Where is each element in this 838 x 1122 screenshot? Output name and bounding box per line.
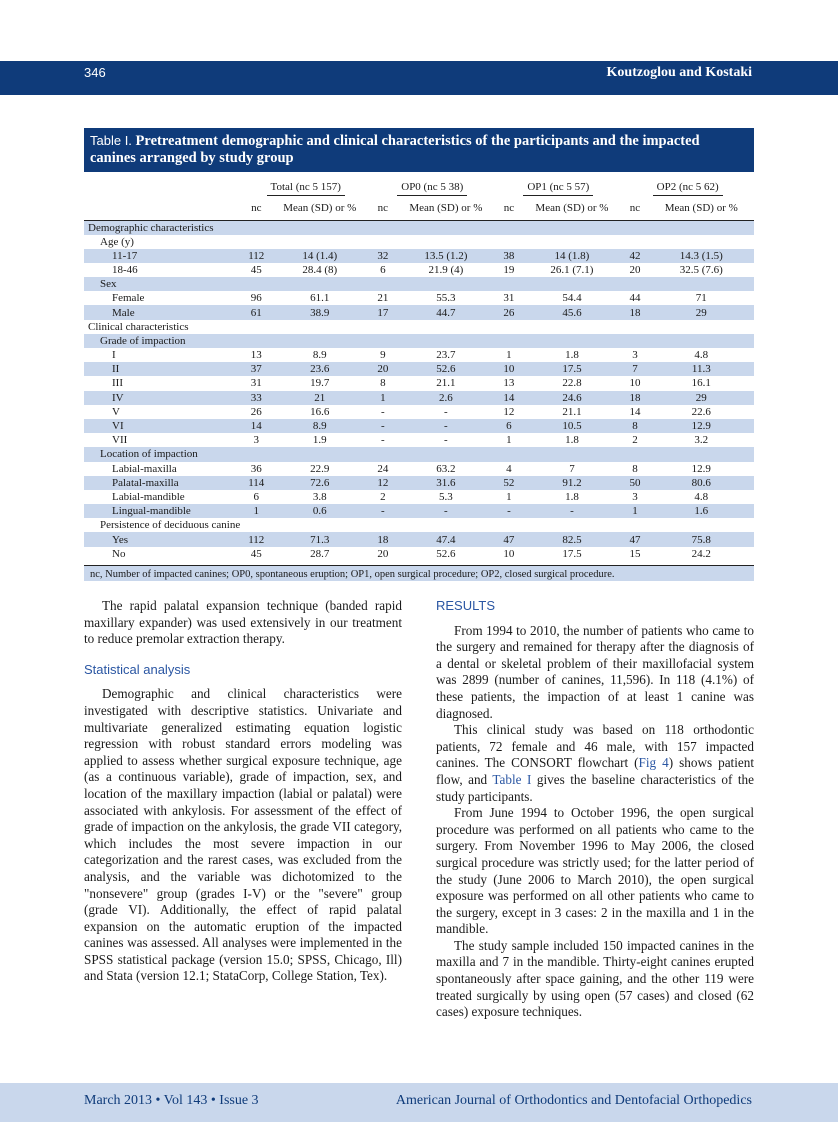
row-label: Age (y) [100, 235, 134, 248]
table-row [84, 462, 754, 476]
table-cell: 7 [621, 362, 648, 376]
table-footnote: nc, Number of impacted canines; OP0, spontaneous eruption; OP1, open surgical procedure; OP2, closed surgical procedure. [84, 565, 754, 581]
table-caption: Pretreatment demographic and clinical characteristics of the participants and the impacted canines arranged by study group [90, 133, 700, 166]
table-cell [270, 235, 369, 249]
table-cell: 10 [495, 362, 522, 376]
table-cell: 54.4 [562, 292, 582, 305]
row-label: Grade of impaction [84, 334, 242, 348]
table-cell: 2 [380, 490, 386, 503]
table-cell: 55.3 [436, 292, 456, 305]
table-cell: 1.9 [312, 434, 327, 447]
table-cell: 12.9 [649, 419, 754, 433]
row-label: VII [112, 434, 128, 447]
table-cell: 45.6 [522, 305, 621, 319]
table-cell: 6 [495, 419, 522, 433]
table-cell: 112 [242, 249, 270, 263]
table-cell [369, 320, 396, 334]
table-row [84, 263, 754, 277]
table-cell: 22.6 [691, 405, 711, 418]
table-cell: 21.9 (4) [428, 263, 464, 276]
table-cell [242, 447, 270, 461]
table-cell: 22.9 [310, 462, 330, 475]
table-cell [649, 320, 754, 334]
table-cell: 52.6 [396, 362, 495, 376]
table-cell: 29 [649, 305, 754, 319]
table-cell: 44 [629, 292, 641, 305]
table-cell: 10.5 [522, 419, 621, 433]
table-cell: 16.1 [691, 377, 711, 390]
table-cell [495, 235, 522, 249]
table-cell: 7 [569, 462, 575, 475]
group-header: Total (nc 5 157) [267, 180, 345, 196]
table-cell: 8.9 [312, 349, 327, 362]
table-cell: 1.6 [649, 504, 754, 518]
table-cell: 21 [270, 391, 369, 405]
group-header: OP1 (nc 5 57) [523, 180, 593, 196]
row-label: Palatal-maxilla [84, 476, 242, 490]
table-cell: 3 [253, 434, 260, 447]
col-header-nc: nc [621, 196, 648, 220]
table-cell: - [396, 504, 495, 518]
table-cell: 12.9 [691, 462, 711, 475]
table-cell: 32 [369, 249, 396, 263]
table-cell [522, 320, 621, 334]
table-cell [649, 518, 754, 532]
results-paragraph-2: This clinical study was based on 118 orthodontic patients, 72 female and 46 male, with 157 impacted canines. The CONSORT flowchart (Fig 4) shows patient flow, and Table I gives the baseline characteristics of the study participants. [436, 722, 754, 804]
table-cell [396, 447, 495, 461]
table-row [84, 476, 754, 490]
running-header [0, 61, 838, 95]
table-cell: 20 [377, 547, 389, 560]
table-cell: 5.3 [438, 490, 453, 503]
table-cell: 28.4 (8) [302, 263, 338, 276]
table-cell: 14 (1.8) [522, 249, 621, 263]
row-label: 11-17 [84, 249, 242, 263]
fig-4-link[interactable]: Fig 4 [638, 755, 669, 771]
table-cell: 42 [621, 249, 648, 263]
row-label: Female [112, 292, 145, 305]
table-cell [270, 334, 369, 348]
section-heading-results: RESULTS [436, 598, 495, 613]
row-label: Male [84, 305, 242, 319]
results-paragraph-1: From 1994 to 2010, the number of patients who came to the surgery and remained for therapy after the diagnosis of a dental or skeletal problem of their maxillofacial system was 2899 (number of canines, 11,596). In 118 (4.1%) of these patients, the impaction of at least 1 canine was diagnosed. [436, 622, 754, 721]
table-label: Table I. [90, 133, 132, 148]
table-cell: 47.4 [396, 532, 495, 546]
table-cell: 17.5 [522, 362, 621, 376]
row-label: IV [84, 391, 242, 405]
table-cell [396, 518, 495, 532]
table-cell: 28.7 [310, 547, 330, 560]
table-cell: 50 [621, 476, 648, 490]
table-cell: 18 [621, 305, 648, 319]
table-cell: 8.9 [270, 419, 369, 433]
table-cell: 13.5 (1.2) [396, 249, 495, 263]
table-cell: 71 [695, 292, 707, 305]
table-cell: 1 [506, 434, 512, 447]
row-label: Yes [84, 532, 242, 546]
table-1-link[interactable]: Table I [492, 771, 532, 787]
table-cell: 24.6 [522, 391, 621, 405]
table-cell: 2.6 [396, 391, 495, 405]
row-label: Persistence of deciduous canine [100, 519, 241, 532]
table-cell [396, 334, 495, 348]
table-cell [369, 277, 396, 291]
table-cell [495, 334, 522, 348]
table-row [84, 277, 754, 291]
table-cell [396, 277, 495, 291]
table-cell: 91.2 [522, 476, 621, 490]
table-row [84, 391, 754, 405]
right-column [436, 598, 754, 1021]
col-header-nc: nc [242, 196, 270, 220]
table-cell: 72.6 [270, 476, 369, 490]
table-cell: - [522, 504, 621, 518]
table-cell [369, 518, 396, 532]
row-label: Labial-mandible [112, 490, 185, 503]
table-cell [242, 277, 270, 291]
table-cell [621, 277, 648, 291]
table-cell: 112 [242, 532, 270, 546]
table-cell: 10 [629, 377, 641, 390]
row-label: 18-46 [112, 263, 138, 276]
table-cell: 21.1 [562, 405, 582, 418]
table-row [84, 490, 754, 504]
table-cell: 14.3 (1.5) [649, 249, 754, 263]
table-cell: 32.5 (7.6) [679, 263, 723, 276]
row-label: Location of impaction [84, 447, 242, 461]
row-label: No [112, 547, 126, 560]
table-cell: 3 [632, 349, 638, 362]
table-cell: 3.8 [312, 490, 327, 503]
table-cell [621, 235, 648, 249]
table-cell: 21 [377, 292, 389, 305]
table-cell: 38.9 [270, 305, 369, 319]
table-cell: 14 [242, 419, 270, 433]
table-cell [242, 220, 270, 235]
group-header: OP2 (nc 5 62) [653, 180, 723, 196]
group-header-row [84, 176, 754, 196]
intro-paragraph: The rapid palatal expansion technique (banded rapid maxillary expander) was used extensively in our treatment to reduce premolar extraction therapy. [84, 598, 402, 647]
col-header-mean: Mean (SD) or % [396, 196, 495, 220]
table-row [84, 320, 754, 334]
table-cell [621, 334, 648, 348]
table-cell [396, 320, 495, 334]
table-body [84, 220, 754, 561]
table-cell: - [380, 434, 385, 447]
table-cell [396, 220, 495, 235]
table-cell: 3 [632, 490, 638, 503]
table-title [84, 128, 754, 172]
journal-name: American Journal of Orthodontics and Dentofacial Orthopedics [395, 1093, 752, 1108]
table-cell: 18 [369, 532, 396, 546]
table-cell [495, 518, 522, 532]
table-cell: 26 [495, 305, 522, 319]
row-label: Sex [84, 277, 242, 291]
table-row [84, 405, 754, 419]
table-cell [649, 235, 754, 249]
table-cell: 4.8 [694, 490, 709, 503]
table-cell: 96 [250, 292, 262, 305]
table-cell: - [444, 405, 448, 418]
section-heading-statistical-analysis: Statistical analysis [84, 661, 191, 677]
row-label: II [84, 362, 242, 376]
table-row [84, 419, 754, 433]
col-header-nc: nc [369, 196, 396, 220]
col-header-mean: Mean (SD) or % [649, 196, 754, 220]
table-cell: 0.6 [270, 504, 369, 518]
table-cell: 2 [632, 434, 638, 447]
table-row [84, 291, 754, 305]
table-cell: 23.6 [270, 362, 369, 376]
table-row [84, 376, 754, 390]
table-cell [242, 320, 270, 334]
table-cell: 1 [506, 490, 512, 503]
table-cell: 8 [632, 462, 638, 475]
table-cell: 11.3 [649, 362, 754, 376]
table-cell: 1 [369, 391, 396, 405]
table-cell [621, 320, 648, 334]
table-row [84, 532, 754, 546]
row-label: Lingual-mandible [84, 504, 242, 518]
table-cell: 61.1 [310, 292, 330, 305]
row-label: Clinical characteristics [88, 320, 189, 333]
table-cell: 61 [242, 305, 270, 319]
table-cell [522, 220, 621, 235]
group-header: OP0 (nc 5 38) [397, 180, 467, 196]
table-cell: 82.5 [522, 532, 621, 546]
table-cell: 9 [380, 349, 386, 362]
table-cell: 22.8 [562, 377, 582, 390]
table-cell: - [495, 504, 522, 518]
table-cell: 8 [621, 419, 648, 433]
table-cell: 80.6 [649, 476, 754, 490]
table-cell: 33 [242, 391, 270, 405]
left-column [84, 598, 402, 985]
table-cell: 45 [250, 263, 262, 276]
table-cell: 1 [242, 504, 270, 518]
results-paragraph-3: From June 1994 to October 1996, the open surgical procedure was performed on all patients who came to the surgery. From November 1996 to May 2006, the closed surgical procedure was strictly used; for the latter period of the study (June 2006 to March 2010), the open surgical exposure was performed on all other patients who came to the surgery, except in 3 cases: 2 in the maxilla and 1 in the mandible. [436, 805, 754, 937]
table-row [84, 249, 754, 263]
page-number: 346 [84, 65, 106, 80]
table-cell: 17 [369, 305, 396, 319]
table-cell: 4.8 [694, 349, 709, 362]
table-cell: - [396, 419, 495, 433]
col-header-mean: Mean (SD) or % [522, 196, 621, 220]
table-cell: 20 [629, 263, 641, 276]
table-cell [621, 220, 648, 235]
table-cell [621, 518, 648, 532]
table-cell: 24 [377, 462, 389, 475]
statistics-paragraph: Demographic and clinical characteristics were investigated with descriptive statistics. Univariate and multivariate generalized estimating equation logistic regression with robust standard errors modeling was applied to assess whether surgical exposure technique, age (as a continuous variable), grade of impaction, sex, and location of the maxillary impaction (labial or palatal) were associated with ankylosis. For assessment of the effect of grade of impaction on the ankylosis, the grade VII category, which includes the most severe impaction in our categorization and the rarest cases, was excluded from the analysis, and the variable was dichotomized to the "nonsevere" group (grades I-V) or the "severe" group (grade VI). Additionally, the effect of rapid palatal expansion on the automatic eruption of the impacted canines was assessed. All analyses were implemented in the SPSS statistical package (version 15.0; SPSS, Chicago, Ill) and Stata (version 12.1; StataCorp, College Station, Tex). [84, 686, 402, 984]
table-cell [649, 220, 754, 235]
table-cell [522, 277, 621, 291]
table-cell: 47 [495, 532, 522, 546]
table-cell [396, 235, 495, 249]
table-cell: 45 [250, 547, 262, 560]
running-authors: Koutzoglou and Kostaki [606, 65, 752, 80]
table-cell [649, 277, 754, 291]
table-cell: 31 [503, 292, 515, 305]
table-cell: 15 [629, 547, 641, 560]
table-row [84, 433, 754, 447]
table-cell [242, 334, 270, 348]
table-cell [649, 447, 754, 461]
table-cell: 63.2 [436, 462, 456, 475]
table-cell: 71.3 [270, 532, 369, 546]
table-cell: 44.7 [396, 305, 495, 319]
table-row [84, 220, 754, 235]
table-cell [369, 220, 396, 235]
row-label: V [112, 405, 120, 418]
issue-info: March 2013 • Vol 143 • Issue 3 [84, 1093, 259, 1108]
table-cell: 47 [621, 532, 648, 546]
table-cell [270, 220, 369, 235]
table-cell: 36 [250, 462, 262, 475]
table-cell: 26 [250, 405, 262, 418]
table-cell: 21.1 [436, 377, 456, 390]
row-label: III [112, 377, 123, 390]
table-cell: 16.6 [310, 405, 330, 418]
table-cell [242, 235, 270, 249]
table-cell: - [444, 434, 448, 447]
table-cell: 31.6 [396, 476, 495, 490]
table-cell: 1 [621, 504, 648, 518]
table-cell: 1 [506, 349, 512, 362]
table-cell: 1.8 [565, 434, 579, 447]
table-cell: 23.7 [436, 349, 456, 362]
table-cell: 12 [503, 405, 515, 418]
table-cell [495, 447, 522, 461]
data-table [84, 176, 754, 561]
table-cell: 26.1 (7.1) [550, 263, 594, 276]
table-cell [495, 320, 522, 334]
table-cell: 20 [369, 362, 396, 376]
table-cell: 14 [629, 405, 641, 418]
table-cell [522, 334, 621, 348]
table-cell: 4 [506, 462, 512, 475]
table-cell: 17.5 [562, 547, 582, 560]
table-cell: - [369, 419, 396, 433]
table-cell: 1.8 [565, 490, 579, 503]
table-cell [522, 447, 621, 461]
table-cell: 6 [253, 490, 260, 503]
table-1 [84, 128, 754, 583]
table-cell: 38 [495, 249, 522, 263]
table-row [84, 518, 754, 532]
col-header-nc: nc [495, 196, 522, 220]
table-cell [369, 235, 396, 249]
table-row [84, 305, 754, 319]
table-cell [270, 447, 369, 461]
table-cell: 1.8 [565, 349, 579, 362]
table-cell: 10 [503, 547, 515, 560]
table-cell: 75.8 [649, 532, 754, 546]
table-row [84, 334, 754, 348]
table-row [84, 447, 754, 461]
table-cell: 13 [250, 349, 262, 362]
sub-header-row [84, 196, 754, 220]
table-cell: 114 [242, 476, 270, 490]
table-row [84, 362, 754, 376]
table-cell [522, 518, 621, 532]
table-cell: 18 [621, 391, 648, 405]
table-cell [649, 334, 754, 348]
table-cell: 19 [503, 263, 515, 276]
table-cell [495, 220, 522, 235]
table-cell: 29 [649, 391, 754, 405]
table-cell [242, 518, 270, 532]
table-cell: 3.2 [694, 434, 709, 447]
results-paragraph-4: The study sample included 150 impacted canines in the maxilla and 7 in the mandible. Thirty-eight canines erupted spontaneously after space gaining, and the other 119 were treated surgically by using open (57 cases) and closed (62 cases) exposure techniques. [436, 937, 754, 1020]
table-row [84, 348, 754, 362]
table-cell [495, 277, 522, 291]
table-cell [270, 277, 369, 291]
table-cell [270, 320, 369, 334]
row-label: Labial-maxilla [112, 462, 177, 475]
row-label: VI [84, 419, 242, 433]
table-cell [369, 447, 396, 461]
table-cell: 24.2 [691, 547, 711, 560]
row-label: Demographic characteristics [84, 220, 242, 235]
table-cell [621, 447, 648, 461]
table-cell: 6 [380, 263, 386, 276]
table-cell: 52 [495, 476, 522, 490]
table-row [84, 547, 754, 561]
table-cell: 31 [250, 377, 262, 390]
row-label: I [112, 349, 116, 362]
table-cell: 14 [495, 391, 522, 405]
table-cell: - [369, 504, 396, 518]
table-cell [270, 518, 369, 532]
table-cell: - [380, 405, 385, 418]
table-cell [522, 235, 621, 249]
running-footer [0, 1083, 838, 1122]
table-cell: 19.7 [310, 377, 330, 390]
table-cell: 37 [242, 362, 270, 376]
table-cell [369, 334, 396, 348]
table-cell: 12 [369, 476, 396, 490]
table-cell: 14 (1.4) [270, 249, 369, 263]
table-row [84, 504, 754, 518]
table-cell: 13 [503, 377, 515, 390]
table-row [84, 235, 754, 249]
table-cell: 52.6 [436, 547, 456, 560]
col-header-mean: Mean (SD) or % [270, 196, 369, 220]
table-cell: 8 [380, 377, 386, 390]
